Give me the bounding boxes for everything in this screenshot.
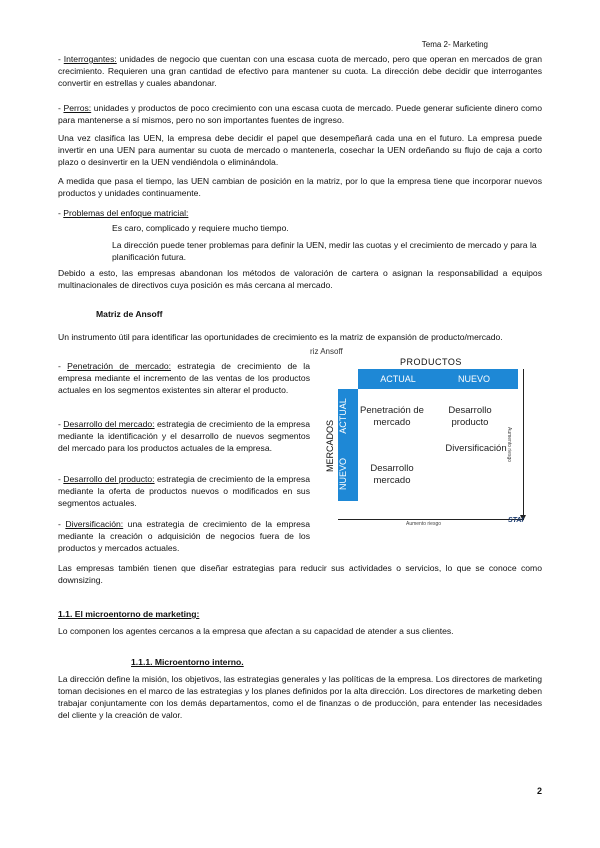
ansoff-matrix-figure bbox=[308, 349, 544, 527]
ansoff-item-penetracion: - Penetración de mercado: estrategia de crecimiento de la empresa mediante el incremento de las ventas de los productos actuales en los segmentos existentes sin alterar el producto. bbox=[58, 361, 310, 395]
ansoff-text-penetracion: estrategia de crecimiento de la empresa mediante el incremento de las ventas de los productos actuales en los segmentos existentes sin alterar el producto. bbox=[58, 361, 310, 395]
figure-cut-title: riz Ansoff bbox=[310, 347, 343, 356]
ansoff-item-diversificacion: - Diversificación: una estrategia de crecimiento de la empresa mediante la creación o adquisición de negocios fuera de los productos y mercados actuales. bbox=[58, 519, 310, 553]
ansoff-text-desarrollo-mercado: estrategia de crecimiento de la empresa mediante la identificación y el desarrollo de nuevos segmentos del mercado para los productos actuales de la empresa. bbox=[58, 419, 311, 453]
ansoff-term-penetracion: Penetración de mercado: bbox=[67, 361, 172, 371]
figure-cell-desarrollo-producto: Desarrollo producto bbox=[448, 405, 492, 428]
figure-axis-vertical bbox=[523, 369, 524, 519]
debido-paragraph: Debido a esto, las empresas abandonan los métodos de valoración de cartera o asignan la responsabilidad a equipos multinacionales de directivos cuya posición es más cercana al mercado. bbox=[58, 268, 542, 290]
downsizing-paragraph: Las empresas también tienen que diseñar estrategias para reducir sus actividades o servicios, lo que se conoce como downsizing. bbox=[58, 563, 542, 585]
figure-col-nuevo: NUEVO bbox=[457, 374, 490, 384]
figure-axis-horizontal bbox=[338, 519, 524, 520]
perros-term: Perros: bbox=[63, 103, 92, 113]
ansoff-item-desarrollo-producto: - Desarrollo del producto: estrategia de crecimiento de la empresa mediante la oferta de productos nuevos o modificados en sus segmentos actuales. bbox=[58, 474, 310, 508]
figure-axis-v-label: Aumento riesgo bbox=[506, 427, 512, 463]
microentorno-interno-text: La dirección define la misión, los objetivos, las estrategias generales y las políticas de la empresa. Los directores de marketing toman decisiones en el marco de las estrategias y los planes definidos por la alta dirección. Los directores de marketing deben trabajar conjuntamente con los demás departamentos, como el de finanzas o de producción, para entender las necesidades del cliente y la creación de valor. bbox=[58, 674, 542, 720]
ansoff-term-diversificacion: Diversificación: bbox=[65, 519, 124, 529]
figure-row-actual: ACTUAL bbox=[338, 398, 348, 434]
perros-text: unidades y productos de poco crecimiento con una escasa cuota de mercado. Puede generar suficiente dinero como para mantenerse a sí mismos, pero no son importantes fuentes de ingreso. bbox=[58, 103, 542, 125]
problemas-term: Problemas del enfoque matricial: bbox=[63, 208, 189, 218]
microentorno-text: Lo componen los agentes cercanos a la empresa que afectan a su capacidad de atender a sus clientes. bbox=[58, 626, 454, 636]
figure-cell-diversificacion: Diversificación bbox=[445, 443, 507, 454]
figure-row-nuevo: NUEVO bbox=[338, 458, 348, 491]
page-number: 2 bbox=[536, 786, 542, 796]
perros-paragraph: - Perros: unidades y productos de poco crecimiento con una escasa cuota de mercado. Puede generar suficiente dinero como para mantenerse a sí mismos, pero no son importantes fuentes de ingreso. bbox=[58, 103, 542, 125]
figure-axis-h-label: Aumento riesgo bbox=[406, 521, 442, 527]
microentorno-interno-heading: 1.1.1. Microentorno interno. bbox=[131, 657, 244, 667]
interrogantes-text: unidades de negocio que cuentan con una escasa cuota de mercado, pero que operan en mercados de gran crecimiento. Requieren una gran cantidad de efectivo para mantener su cuota. La dirección debe decidir que interrogantes convertir en estrellas y cuales abandonar. bbox=[58, 54, 542, 88]
problema-item-2: La dirección puede tener problemas para definir la UEN, medir las cuotas y el crecimiento de mercado y para la planificación futura. bbox=[112, 240, 537, 262]
figure-cell-penetracion: Penetración de mercado bbox=[360, 405, 424, 428]
microentorno-heading: 1.1. El microentorno de marketing: bbox=[58, 609, 200, 619]
figure-col-actual: ACTUAL bbox=[380, 374, 416, 384]
ansoff-text-desarrollo-producto: estrategia de crecimiento de la empresa mediante la oferta de productos nuevos o modificados en sus segmentos actuales. bbox=[58, 474, 310, 508]
figure-mercados-label: MERCADOS bbox=[325, 420, 335, 473]
page-header: Tema 2- Marketing bbox=[421, 40, 488, 49]
ansoff-term-desarrollo-mercado: Desarrollo del mercado: bbox=[63, 419, 155, 429]
figure-cell-desarrollo-mercado: Desarrollo mercado bbox=[370, 463, 414, 486]
ansoff-text-diversificacion: una estrategia de crecimiento de la empresa mediante la creación o adquisición de negocios fuera de los productos y mercados actuales. bbox=[58, 519, 310, 553]
interrogantes-term: Interrogantes: bbox=[63, 54, 117, 64]
ansoff-term-desarrollo-producto: Desarrollo del producto: bbox=[63, 474, 155, 484]
ansoff-intro: Un instrumento útil para identificar las oportunidades de crecimiento es la matriz de expansión de producto/mercado. bbox=[58, 332, 503, 342]
interrogantes-paragraph: - Interrogantes: unidades de negocio que cuentan con una escasa cuota de mercado, pero que operan en mercados de gran crecimiento. Requieren una gran cantidad de efectivo para mantener su cuota. La dirección debe decidir que interrogantes convertir en estrellas y cuales abandonar. bbox=[58, 54, 542, 88]
figure-logo: STAI bbox=[508, 517, 524, 524]
ansoff-heading: Matriz de Ansoff bbox=[96, 309, 163, 319]
figure-productos-label: PRODUCTOS bbox=[400, 357, 462, 367]
problema-item-1: Es caro, complicado y requiere mucho tiempo. bbox=[112, 223, 289, 233]
problemas-heading: - Problemas del enfoque matricial: bbox=[58, 208, 189, 218]
uen-paragraph: Una vez clasifica las UEN, la empresa debe decidir el papel que desempeñará cada una en el futuro. La empresa puede invertir en una UEN para aumentar su cuota de mercado o mantenerla, cosechar la UEN ordeñando su flujo de caja a corto plazo o desinvertir en la UEN vendiéndola o eliminándola. bbox=[58, 133, 542, 167]
tiempo-paragraph: A medida que pasa el tiempo, las UEN cambian de posición en la matriz, por lo que la empresa tiene que incorporar nuevos productos y unidades continuamente. bbox=[58, 176, 542, 198]
ansoff-item-desarrollo-mercado: - Desarrollo del mercado: estrategia de crecimiento de la empresa mediante la identificación y el desarrollo de nuevos segmentos del mercado para los productos actuales de la empresa. bbox=[58, 419, 311, 453]
